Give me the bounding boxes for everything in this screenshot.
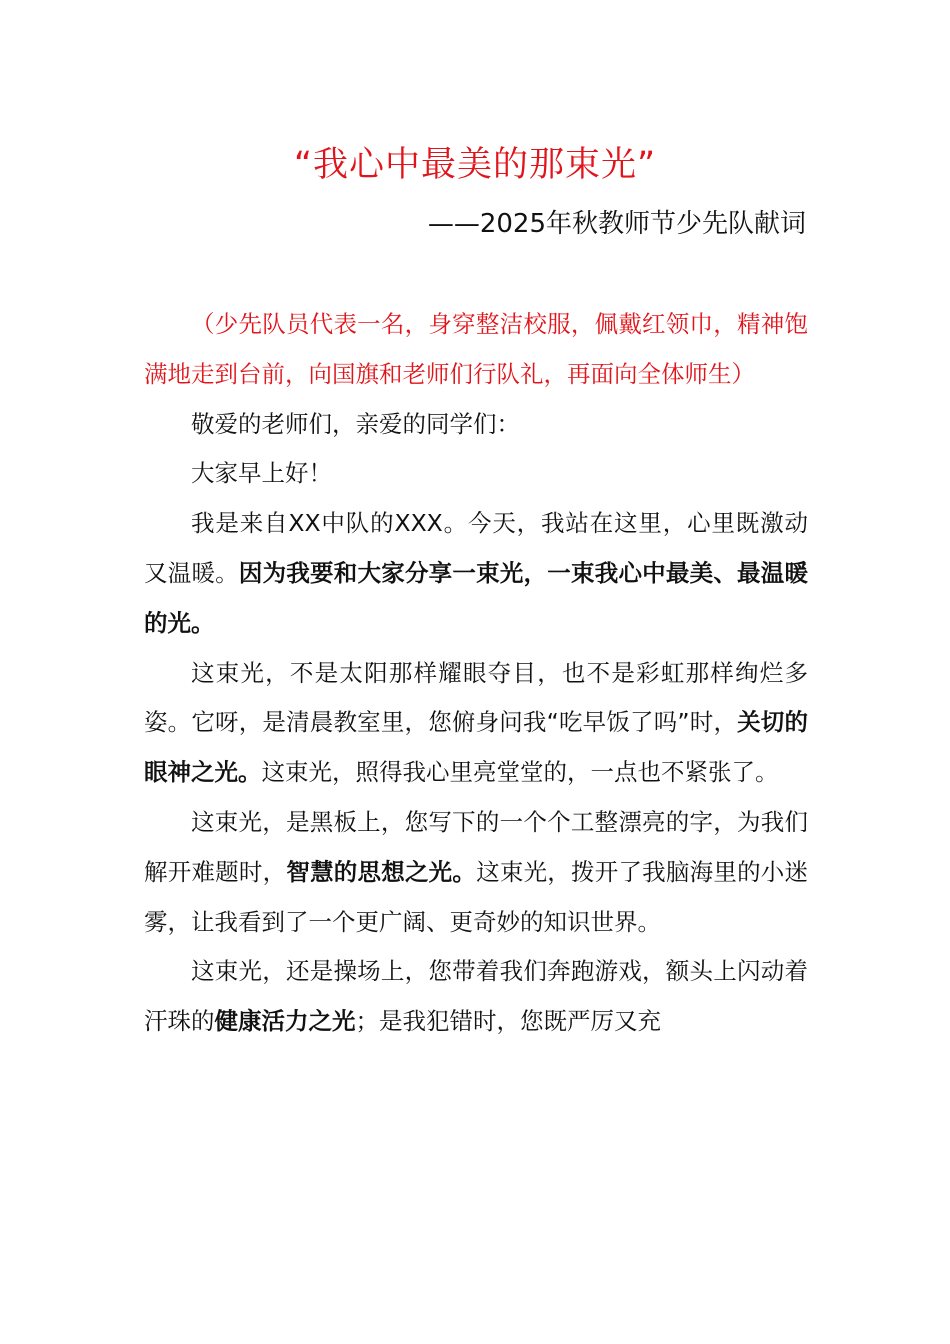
bold-emphasis: 健康活力之光 <box>214 1007 356 1036</box>
paragraph-text: 这束光，拨开了我脑海里的小迷雾，让我看到了一个更广阔、更奇妙的知识世界。 <box>144 857 809 936</box>
paragraph-text: ；是我犯错时，您既严厉又充 <box>355 1007 661 1036</box>
paragraph-vitality-light <box>144 947 808 1047</box>
paragraph-text: 这束光，是黑板上，您写下的一个个工整漂亮的字，为我们解开难题时， <box>144 807 808 886</box>
greeting: 大家早上好！ <box>191 459 332 488</box>
paragraph-text: 这束光，不是太阳那样耀眼夺目，也不是彩虹那样绚烂多姿。它呀，是清晨教室里，您俯身问我“吃早饭了吗”时， <box>144 658 808 737</box>
document-body <box>144 300 808 1047</box>
document-subtitle: ——2025年秋教师节少先队献词 <box>427 209 806 239</box>
document-title: “我心中最美的那束光” <box>293 145 657 185</box>
paragraph-wisdom-light <box>144 798 808 947</box>
bold-emphasis: 因为我要和大家分享一束光，一束我心中最美、最温暖的光。 <box>144 558 809 637</box>
paragraph-text: 这束光，还是操场上，您带着我们奔跑游戏，额头上闪动着汗珠的 <box>144 957 808 1036</box>
paragraph-text: 我是来自XX中队的XXX。今天，我站在这里，心里既激动又温暖。 <box>144 509 808 587</box>
paragraph-caring-light <box>144 649 808 798</box>
paragraph-intro <box>144 499 808 648</box>
bold-emphasis: 关切的眼神之光。 <box>144 708 808 787</box>
paragraph-text: 这束光，照得我心里亮堂堂的，一点也不紧张了。 <box>261 758 779 787</box>
stage-direction: （少先队员代表一名，身穿整洁校服，佩戴红领巾，精神饱满地走到台前，向国旗和老师们行队礼，再面向全体师生） <box>144 310 808 388</box>
bold-emphasis: 智慧的思想之光。 <box>286 857 477 886</box>
salutation: 敬爱的老师们，亲爱的同学们： <box>191 409 520 438</box>
